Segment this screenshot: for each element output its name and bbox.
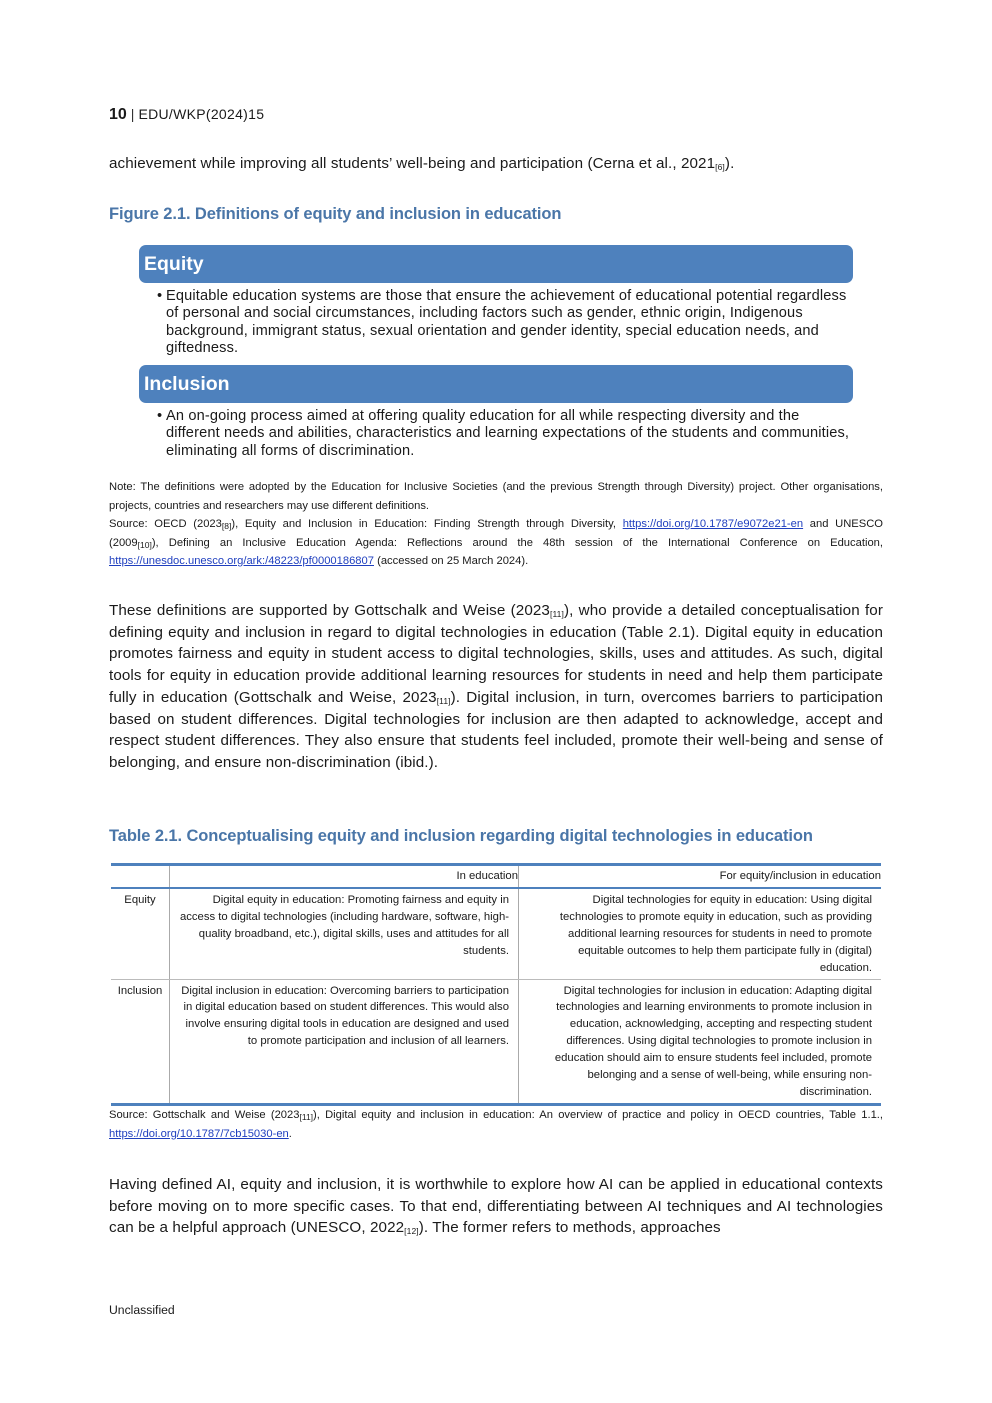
unesco-link[interactable]: https://unesdoc.unesco.org/ark:/48223/pf0000186807	[109, 555, 374, 567]
header-separator: |	[130, 106, 135, 122]
equity-definition	[157, 288, 857, 357]
table-header-row	[111, 865, 881, 889]
table-cell: Digital inclusion in education: Overcoming barriers to participation in digital education based on student differences. This would also involve ensuring digital tools in education are designed and used to promote participation and inclusion of all learners.	[170, 979, 519, 1104]
inclusion-heading-bar	[139, 365, 853, 403]
paragraph-text: ). The former refers to methods, approaches	[418, 1219, 721, 1237]
table-cell: Digital equity in education: Promoting fairness and equity in access to digital technologies (including hardware, software, high-quality broadband, etc.), digital skills, uses and attitudes for all students.	[170, 888, 519, 979]
citation: [6]	[715, 162, 725, 172]
citation: [8]	[221, 521, 232, 531]
classification-footer: Unclassified	[109, 1303, 175, 1317]
table-source	[109, 1106, 883, 1143]
citation: [10]	[137, 539, 152, 550]
intro-paragraph	[109, 153, 883, 175]
table-cell: Digital technologies for equity in education: Using digital technologies to promote equity in education, such as providing additional learning resources for students in need to promote equitable outcomes to help them participate fully in (digital) education.	[519, 888, 882, 979]
bullet-icon: •	[157, 288, 163, 304]
intro-end: ).	[724, 155, 735, 172]
paragraph-text: ), who provide a detailed conceptualisation for defining equity and inclusion in regard to digital technologies in education (Table 2.1). Digital equity in education promotes fairness and equity in student access to digital technologies, skills, uses and attitudes. As such, digital tools for equity in education provide additional learning resources for students in need and help them participate fully in education (Gottschalk and Weise, 2023	[109, 602, 883, 706]
inclusion-definition-text: An on-going process aimed at offering quality education for all while respecting diversity and the different needs and abilities, characteristics and learning expectations of the students and communities, eliminating all forms of discrimination.	[166, 408, 850, 459]
inclusion-label: Inclusion	[144, 373, 230, 395]
table-title: Table 2.1. Conceptualising equity and inclusion regarding digital technologies in education	[109, 827, 813, 845]
conceptualisation-table	[111, 863, 881, 1106]
row-label: Inclusion	[111, 979, 170, 1104]
table-row	[111, 888, 881, 979]
citation: [12]	[404, 1226, 419, 1237]
source-text: ), Equity and Inclusion in Education: Finding Strength through Diversity,	[231, 518, 623, 530]
citation: [11]	[299, 1112, 314, 1122]
header-for-equity-inclusion: For equity/inclusion in education	[519, 865, 882, 889]
source-text: Source: Gottschalk and Weise (2023	[109, 1109, 300, 1121]
page-number: 10	[109, 106, 127, 123]
figure-title: Figure 2.1. Definitions of equity and inclusion in education	[109, 205, 562, 223]
oecd-doi-link[interactable]: https://doi.org/10.1787/e9072e21-en	[622, 518, 804, 530]
header-blank	[111, 865, 170, 889]
definitions-paragraph	[109, 600, 883, 774]
document-reference: EDU/WKP(2024)15	[138, 106, 265, 122]
paragraph-text: Having defined AI, equity and inclusion, it is worthwhile to explore how AI can be applied in educational contexts before moving on to more specific cases. To that end, differentiating between AI techniques and AI technologies can be a helpful approach (UNESCO, 2022	[109, 1176, 883, 1237]
source-text: .	[288, 1127, 292, 1140]
note-text: Note: The definitions were adopted by the Education for Inclusive Societies (and the previous Strength through Diversity) project. Other organisations, projects, countries and researchers may use different definitions.	[109, 481, 883, 512]
page-header	[109, 106, 264, 124]
paragraph-text: These definitions are supported by Gottschalk and Weise (2023	[109, 602, 550, 619]
header-in-education: In education	[170, 865, 519, 889]
source-text: and UNESCO (2009	[109, 518, 884, 549]
bullet-icon: •	[157, 408, 163, 424]
row-label: Equity	[111, 888, 170, 979]
source-text: (accessed on 25 March 2024).	[373, 555, 529, 567]
source-text: Source: OECD (2023	[109, 518, 222, 530]
table-row	[111, 979, 881, 1104]
citation: [11]	[549, 609, 564, 619]
table-cell: Digital technologies for inclusion in education: Adapting digital technologies and learning environments to promote inclusion in education, acknowledging, accepting and respecting student differences. Using digital technologies to promote inclusion in education should aim to ensure students feel included, promote belonging and a sense of well-being, while ensuring non-discrimination.	[519, 979, 882, 1104]
equity-label: Equity	[144, 253, 204, 275]
gottschalk-doi-link[interactable]: https://doi.org/10.1787/7cb15030-en	[109, 1127, 289, 1140]
citation: [11]	[436, 695, 451, 706]
inclusion-definition	[157, 408, 857, 460]
figure-source	[109, 515, 883, 571]
equity-heading-bar	[139, 245, 853, 283]
ai-paragraph	[109, 1174, 883, 1239]
intro-text: achievement while improving all students’ well-being and participation (Cerna et al., 2021	[109, 155, 716, 172]
equity-definition-text: Equitable education systems are those that ensure the achievement of educational potential regardless of personal and social circumstances, including factors such as gender, ethnic origin, Indigenous background, immigrant status, sexual orientation and gender identity, special education needs, and giftedness.	[166, 288, 847, 356]
source-text: ), Defining an Inclusive Education Agenda: Reflections around the 48th session of the International Conference on Education,	[151, 536, 883, 549]
paragraph-text: ). Digital inclusion, in turn, overcomes barriers to participation based on student differences. Digital technologies for inclusion are then adapted to acknowledge, accept and respect student differences. They also ensure that students feel included, promote their well-being and sense of belonging, and ensure non-discrimination (ibid.).	[109, 688, 883, 771]
figure-note	[109, 478, 883, 571]
source-text: ), Digital equity and inclusion in education: An overview of practice and policy in OECD countries, Table 1.1.,	[313, 1109, 884, 1121]
